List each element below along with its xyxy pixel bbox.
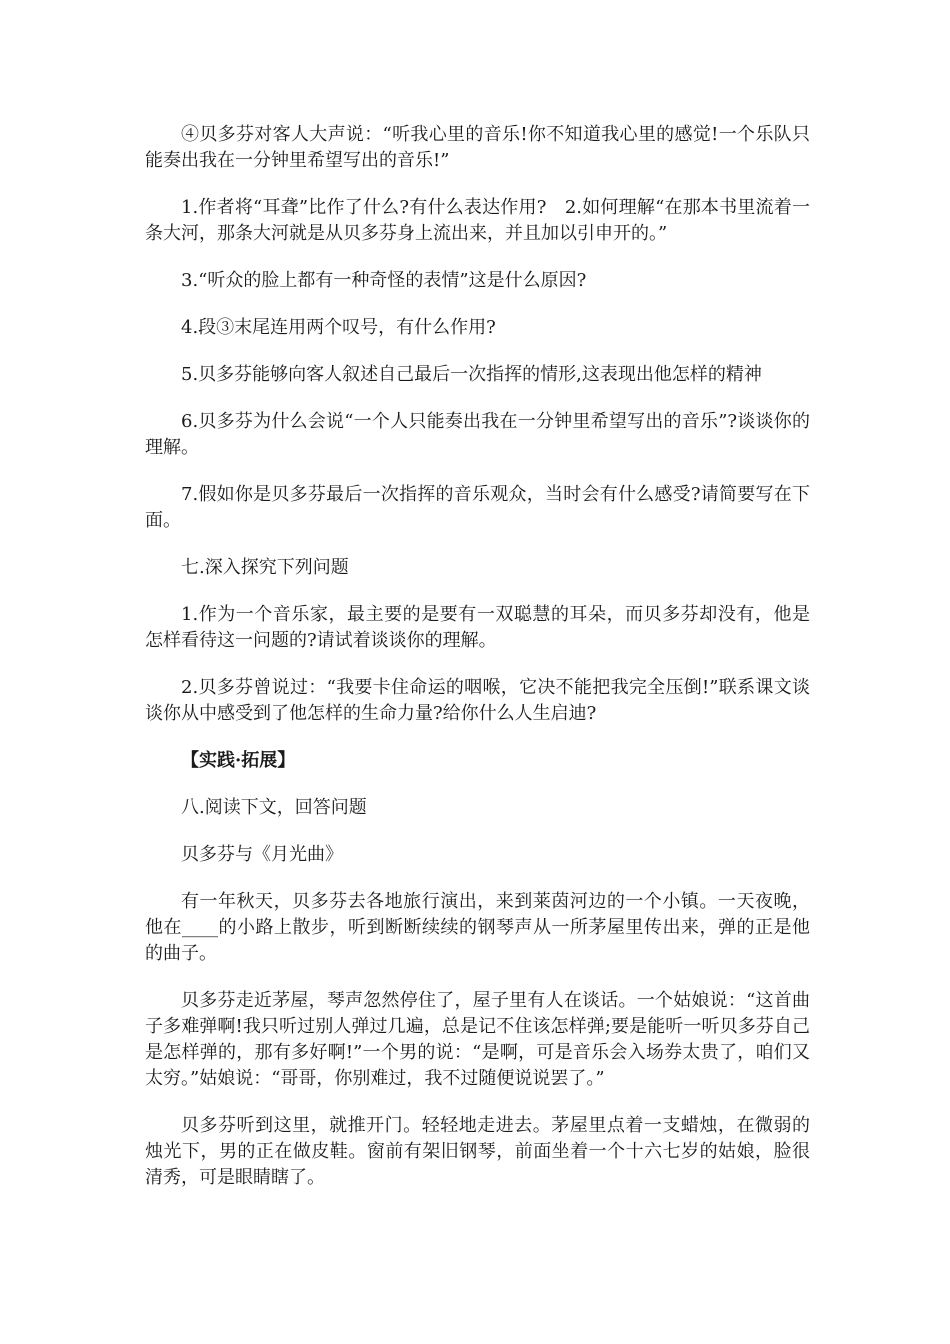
question-1-2: 1.作者将“耳聋”比作了什么?有什么表达作用? 2.如何理解“在那本书里流着一条大河，那条大河就是从贝多芬身上流出来，并且加以引申开的。”: [145, 197, 810, 244]
reading-paragraph-3: 贝多芬听到这里，就推开门。轻轻地走进去。茅屋里点着一支蜡烛，在微弱的烛光下，男的正在做皮鞋。窗前有架旧钢琴，前面坐着一个十六七岁的姑娘，脸很清秀，可是眼睛瞎了。: [145, 1115, 810, 1188]
reading-paragraph-1: 有一年秋天，贝多芬去各地旅行演出，来到莱茵河边的一个小镇。一天夜晚，他在____的小路上散步，听到断断续续的钢琴声从一所茅屋里传出来，弹的正是他的曲子。: [145, 891, 810, 964]
question-5: 5.贝多芬能够向客人叙述自己最后一次指挥的情形,这表现出他怎样的精神: [181, 364, 762, 385]
question-7: 7.假如你是贝多芬最后一次指挥的音乐观众，当时会有什么感受?请简要写在下面。: [145, 484, 810, 531]
reading-title: 贝多芬与《月光曲》: [181, 844, 343, 865]
section-heading-8: 八.阅读下文，回答问题: [181, 797, 367, 818]
document-page: [145, 122, 810, 1212]
paragraph-quote-4: ④贝多芬对客人大声说：“听我心里的音乐!你不知道我心里的感觉!一个乐队只能奏出我在一分钟里希望写出的音乐!”: [145, 124, 810, 171]
explore-question-1: 1.作为一个音乐家，最主要的是要有一双聪慧的耳朵，而贝多芬却没有，他是怎样看待这一问题的?请试着谈谈你的理解。: [145, 604, 810, 651]
question-4: 4.段③末尾连用两个叹号，有什么作用?: [181, 317, 496, 338]
practice-heading: 【实践·拓展】: [181, 750, 296, 771]
question-6: 6.贝多芬为什么会说“一个人只能奏出我在一分钟里希望写出的音乐”?谈谈你的理解。: [145, 411, 810, 458]
reading-paragraph-2: 贝多芬走近茅屋，琴声忽然停住了，屋子里有人在谈话。一个姑娘说：“这首曲子多难弹啊!我只听过别人弹过几遍，总是记不住该怎样弹;要是能听一听贝多芬自己是怎样弹的，那有多好啊!”一个男的说：“是啊，可是音乐会入场券太贵了，咱们又太穷。”姑娘说：“哥哥，你别难过，我不过随便说说罢了。”: [145, 990, 810, 1089]
question-3: 3.“听众的脸上都有一种奇怪的表情”这是什么原因?: [181, 270, 587, 291]
section-heading-7: 七.深入探究下列问题: [181, 557, 349, 578]
explore-question-2: 2.贝多芬曾说过：“我要卡住命运的咽喉，它决不能把我完全压倒!”联系课文谈谈你从中感受到了他怎样的生命力量?给你什么人生启迪?: [145, 677, 810, 724]
